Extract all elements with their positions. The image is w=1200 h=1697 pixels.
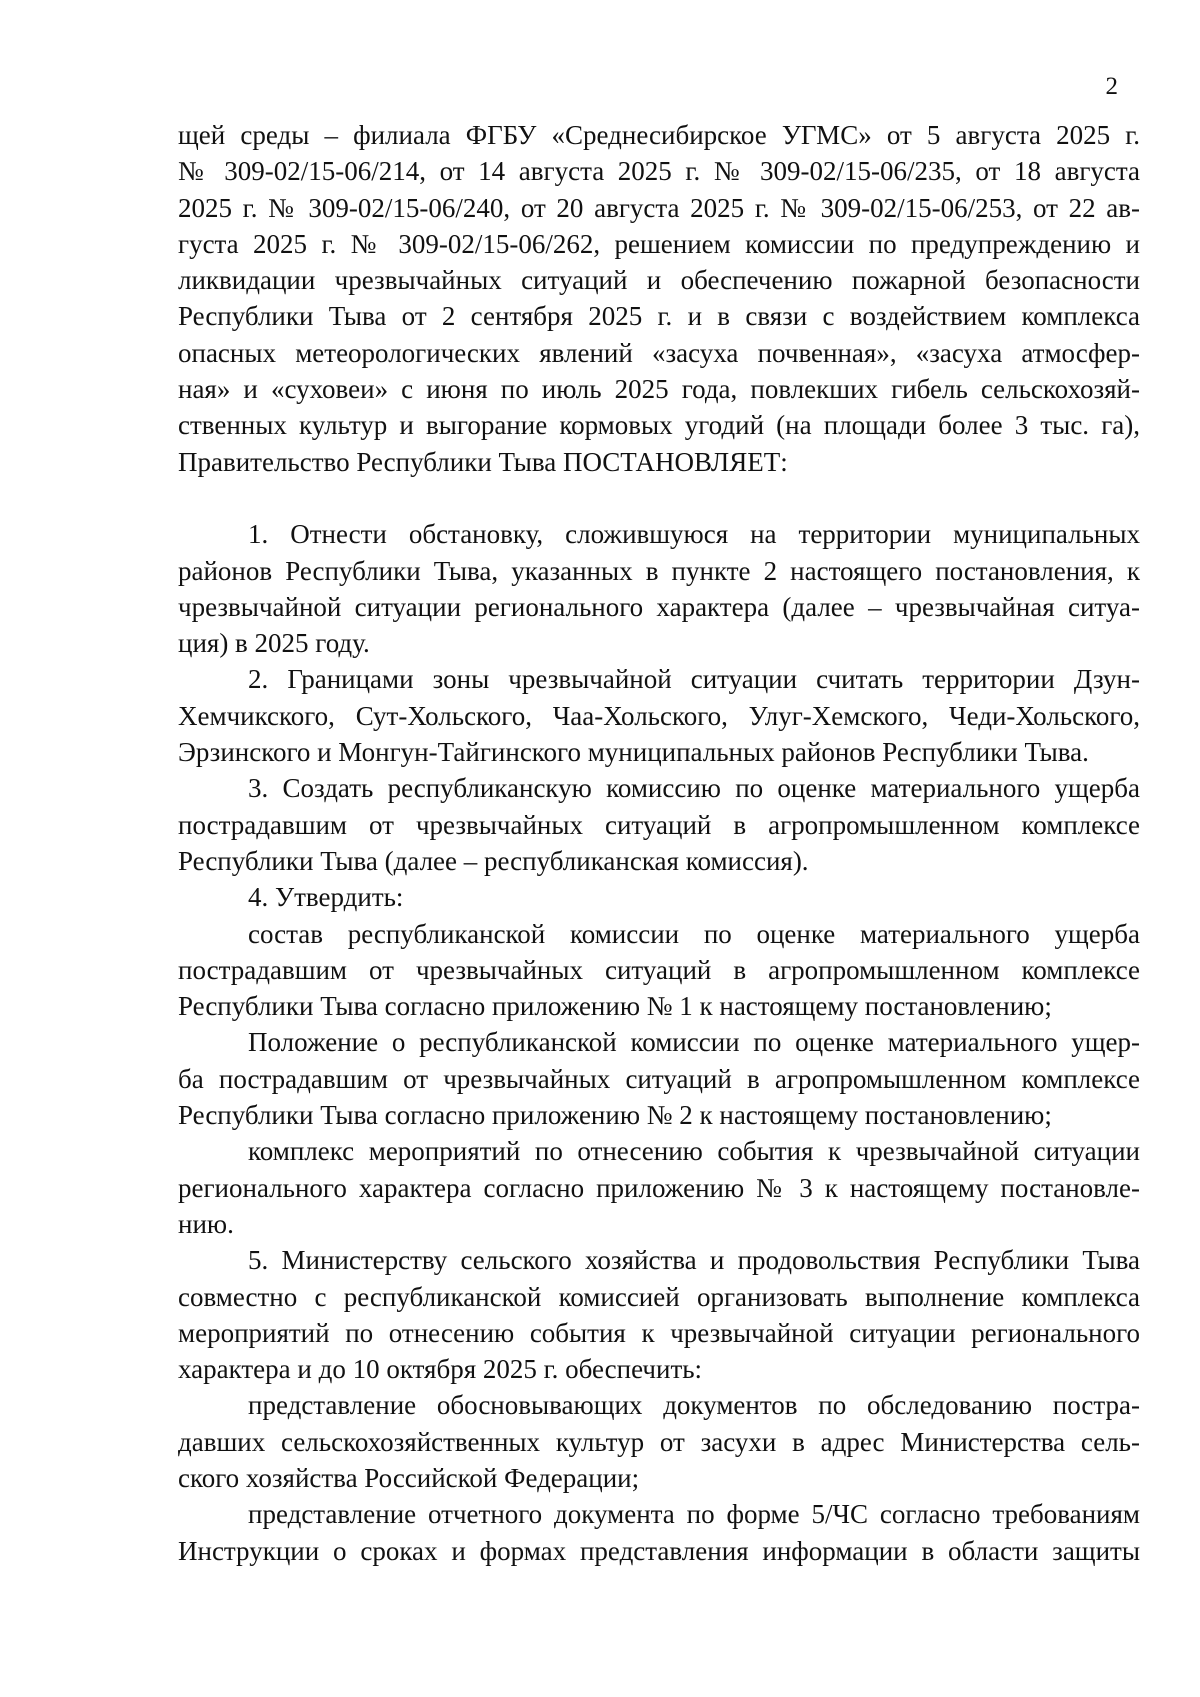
text-line: Республики Тыва (далее – республиканская комиссия). <box>178 845 809 876</box>
text-line: пострадавшим от чрезвычайных ситуаций в агропромышленном комплексе <box>178 954 1140 985</box>
text-line: нию. <box>178 1208 234 1239</box>
text-line: пострадавшим от чрезвычайных ситуаций в агропромышленном комплексе <box>178 809 1140 840</box>
text-line: Республики Тыва согласно приложению № 2 к настоящему постановлению; <box>178 1100 1052 1131</box>
text-line: 3. Создать республиканскую комиссию по оценке материального ущерба <box>248 773 1140 804</box>
text-line: чрезвычайной ситуации регионального характера (далее – чрезвычайная ситуа- <box>178 591 1140 622</box>
text-line: щей среды – филиала ФГБУ «Среднесибирское УГМС» от 5 августа 2025 г. <box>178 120 1140 150</box>
text-line: ция) в 2025 году. <box>178 628 370 659</box>
text-line: Инструкции о сроках и формах представления информации в области защиты <box>178 1535 1140 1566</box>
text-line: представление отчетного документа по форме 5/ЧС согласно требованиям <box>248 1499 1140 1530</box>
text-line: районов Республики Тыва, указанных в пункте 2 настоящего постановления, к <box>178 555 1140 586</box>
text-line: ского хозяйства Российской Федерации; <box>178 1462 640 1493</box>
document-body <box>178 117 1140 1569</box>
text-line: 2. Границами зоны чрезвычайной ситуации считать территории Дзун- <box>248 664 1140 695</box>
text-line: ная» и «суховеи» с июня по июль 2025 года, повлекших гибель сельскохозяй- <box>178 374 1140 405</box>
text-line: совместно с республиканской комиссией организовать выполнение комплекса <box>178 1281 1140 1312</box>
text-line: давших сельскохозяйственных культур от засухи в адрес Министерства сель- <box>178 1426 1140 1457</box>
text-line: 5. Министерству сельского хозяйства и продовольствия Республики Тыва <box>248 1245 1140 1276</box>
text-line: ликвидации чрезвычайных ситуаций и обеспечению пожарной безопасности <box>178 265 1140 296</box>
text-line: 1. Отнести обстановку, сложившуюся на территории муниципальных <box>248 519 1140 550</box>
text-line: Хемчикского, Сут-Хольского, Чаа-Хольского, Улуг-Хемского, Чеди-Хольского, <box>178 700 1140 731</box>
page-number: 2 <box>1105 73 1118 100</box>
text-line: комплекс мероприятий по отнесению события к чрезвычайной ситуации <box>248 1136 1140 1167</box>
text-line: ственных культур и выгорание кормовых угодий (на площади более 3 тыс. га), <box>178 410 1140 441</box>
text-line: регионального характера согласно приложению № 3 к настоящему постановле- <box>178 1172 1140 1203</box>
text-line: ба пострадавшим от чрезвычайных ситуаций в агропромышленном комплексе <box>178 1063 1140 1094</box>
text-line: представление обосновывающих документов по обследованию постра- <box>248 1390 1140 1421</box>
text-line: Республики Тыва согласно приложению № 1 к настоящему постановлению; <box>178 991 1052 1022</box>
text-line: № 309-02/15-06/214, от 14 августа 2025 г. № 309-02/15-06/235, от 18 августа <box>178 156 1140 187</box>
text-line: Эрзинского и Монгун-Тайгинского муниципальных районов Республики Тыва. <box>178 737 1089 768</box>
text-line: Положение о республиканской комиссии по оценке материального ущер- <box>248 1027 1140 1058</box>
text-line: опасных метеорологических явлений «засуха почвенная», «засуха атмосфер- <box>178 337 1140 368</box>
text-line: Правительство Республики Тыва ПОСТАНОВЛЯЕТ: <box>178 446 788 477</box>
text-line: Республики Тыва от 2 сентября 2025 г. и в связи с воздействием комплекса <box>178 301 1140 332</box>
text-line: 2025 г. № 309-02/15-06/240, от 20 августа 2025 г. № 309-02/15-06/253, от 22 ав- <box>178 192 1140 223</box>
text-line: мероприятий по отнесению события к чрезвычайной ситуации регионального <box>178 1317 1140 1348</box>
text-line: состав республиканской комиссии по оценке материального ущерба <box>248 918 1140 949</box>
paragraph-gap <box>178 480 1140 516</box>
text-line: 4. Утвердить: <box>248 882 404 913</box>
text-line: густа 2025 г. № 309-02/15-06/262, решением комиссии по предупреждению и <box>178 228 1140 259</box>
text-line: характера и до 10 октября 2025 г. обеспечить: <box>178 1354 703 1385</box>
